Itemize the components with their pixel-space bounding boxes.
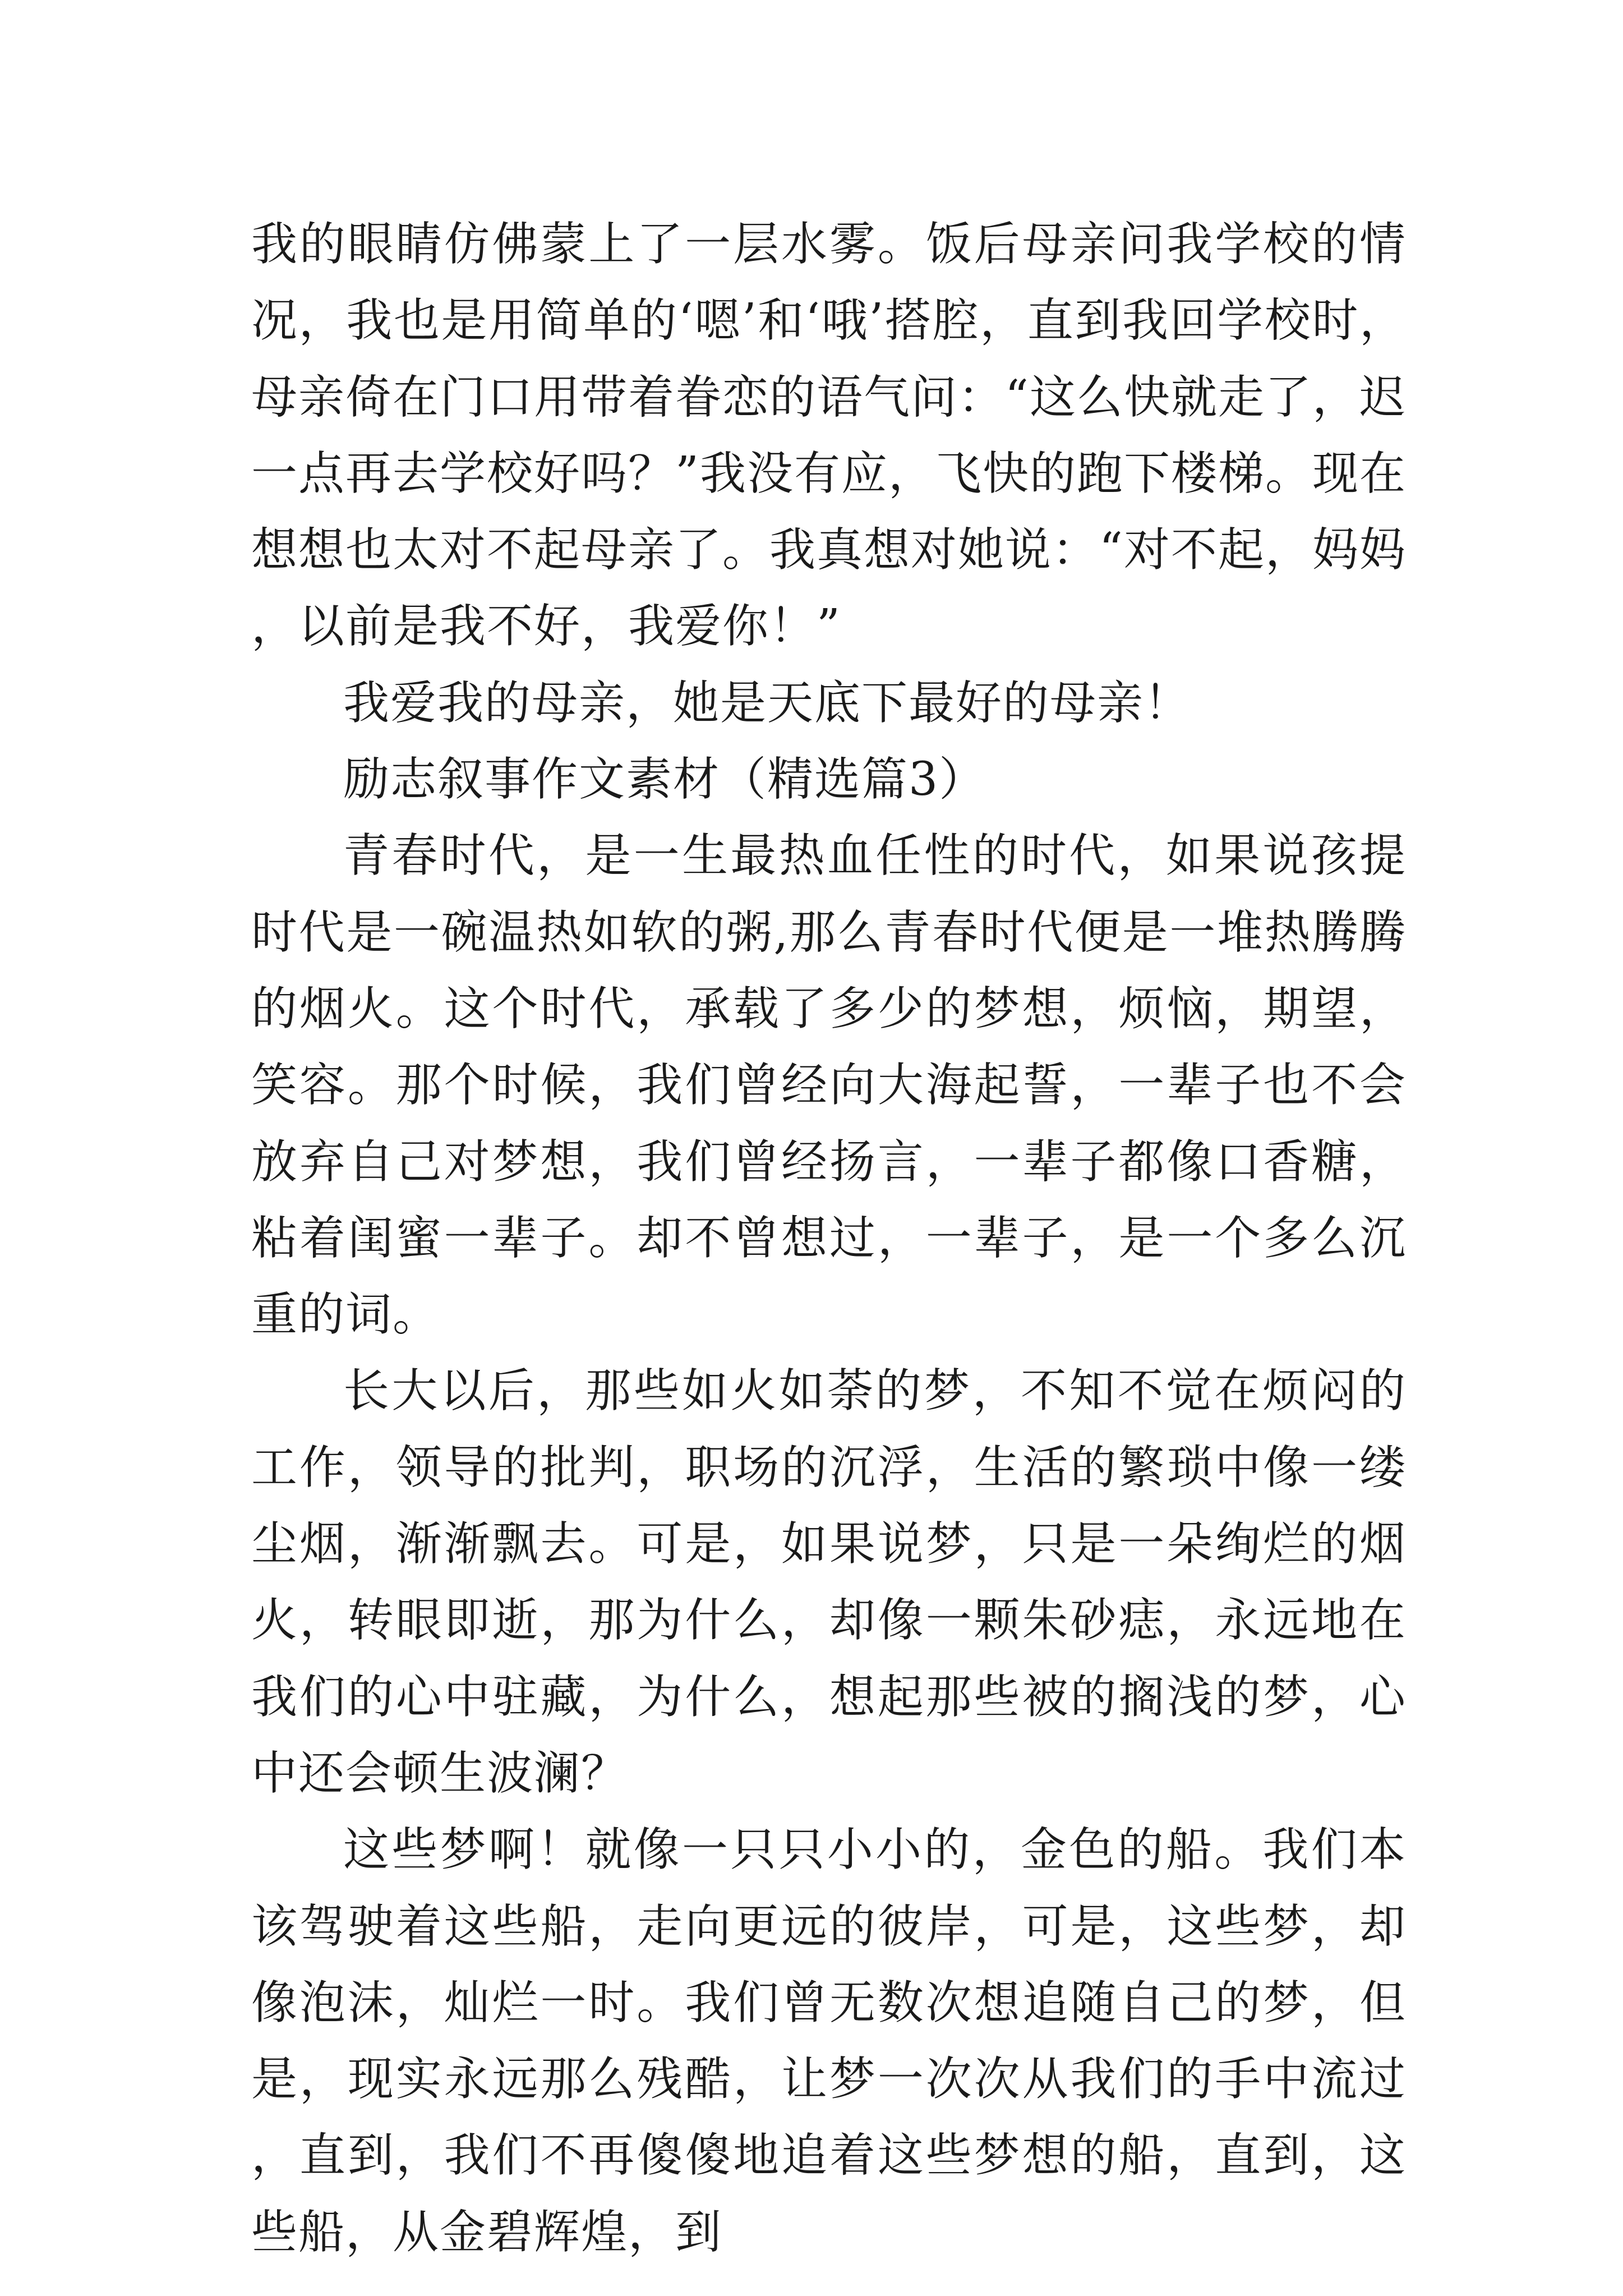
paragraph-love-mother: 我爱我的母亲，她是天底下最好的母亲！ [343,676,1192,730]
paragraph-dream-boats: 这些梦啊！就像一只只小小的，金色的船。我们本该驾驶着这些船，走向更远的彼岸，可是，这些梦，却像泡沫，灿烂一时。我们曾无数次想追随自己的梦，但是，现实永远那么残酷，让梦一次次从我们的手中流过，直到，我们不再傻傻地追着这些梦想的船，直到，这些船，从金碧辉煌，到 [251,1823,1407,2259]
document-body [251,206,1407,2271]
paragraph-youth: 青春时代，是一生最热血任性的时代，如果说孩提时代是一碗温热如软的粥,那么青春时代便是一堆热腾腾的烟火。这个时代，承载了多少的梦想，烦恼，期望，笑容。那个时候，我们曾经向大海起誓，一辈子也不会放弃自己对梦想，我们曾经扬言，一辈子都像口香糖，粘着闺蜜一辈子。却不曾想过，一辈子，是一个多么沉重的词。 [251,829,1407,1342]
section-heading: 励志叙事作文素材（精选篇3） [343,753,986,807]
paragraph-continued: 我的眼睛仿佛蒙上了一层水雾。饭后母亲问我学校的情况，我也是用简单的‘嗯’和‘哦’搭腔，直到我回学校时，母亲倚在门口用带着眷恋的语气问：“这么快就走了，迟一点再去学校好吗？”我没有应，飞快的跑下楼梯。现在想想也太对不起母亲了。我真想对她说：“对不起，妈妈，以前是我不好，我爱你！” [251,218,1407,654]
paragraph-growing-up: 长大以后，那些如火如荼的梦，不知不觉在烦闷的工作，领导的批判，职场的沉浮，生活的繁琐中像一缕尘烟，渐渐飘去。可是，如果说梦，只是一朵绚烂的烟火，转眼即逝，那为什么，却像一颗朱砂痣，永远地在我们的心中驻藏，为什么，想起那些被的搁浅的梦，心中还会顿生波澜？ [251,1364,1407,1800]
